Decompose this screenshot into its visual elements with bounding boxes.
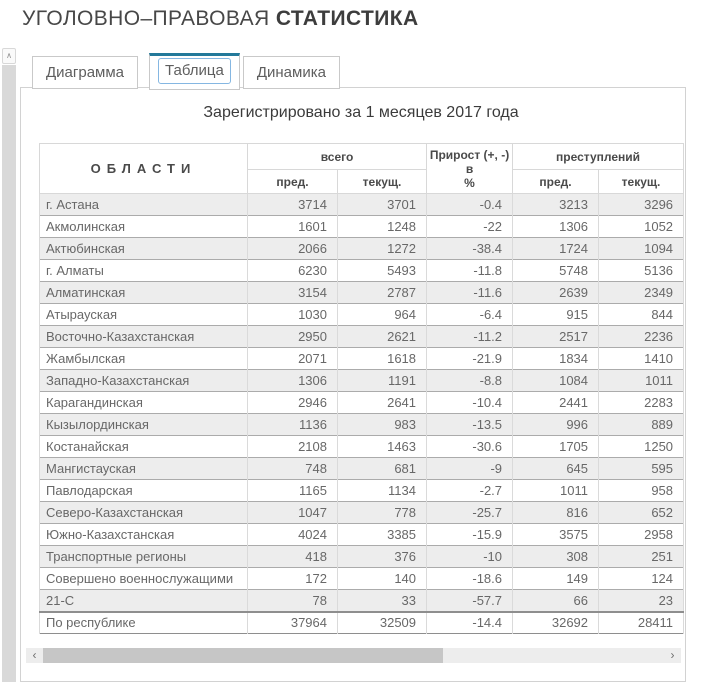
region-cell: Восточно-Казахстанская (40, 326, 248, 348)
region-cell: Жамбылская (40, 348, 248, 370)
growth-cell: -30.6 (427, 436, 513, 458)
crimes-prev-cell: 66 (513, 590, 599, 612)
region-cell: Южно-Казахстанская (40, 524, 248, 546)
crimes-curr-cell: 1250 (599, 436, 684, 458)
growth-cell: -14.4 (427, 612, 513, 634)
growth-header-line2: % (464, 175, 475, 190)
crimes-prev-cell: 2517 (513, 326, 599, 348)
total-curr-cell: 1191 (338, 370, 427, 392)
table-row (40, 216, 684, 238)
table-row (40, 524, 684, 546)
total-prev-cell: 1030 (248, 304, 338, 326)
region-cell: Транспортные регионы (40, 546, 248, 568)
total-prev-cell: 4024 (248, 524, 338, 546)
crimes-curr-cell: 3296 (599, 194, 684, 216)
crimes-curr-cell: 2349 (599, 282, 684, 304)
region-cell: 21-С (40, 590, 248, 612)
table-row (40, 414, 684, 436)
total-curr-cell: 33 (338, 590, 427, 612)
total-prev-cell: 37964 (248, 612, 338, 634)
chevron-up-icon: ∧ (6, 51, 12, 60)
table-row (40, 458, 684, 480)
total-prev-cell: 3154 (248, 282, 338, 304)
growth-cell: -8.8 (427, 370, 513, 392)
table-row (40, 260, 684, 282)
subheader-crimes-curr: текущ. (599, 170, 684, 194)
total-curr-cell: 1272 (338, 238, 427, 260)
growth-cell: -0.4 (427, 194, 513, 216)
growth-cell: -11.8 (427, 260, 513, 282)
column-header-growth (427, 144, 513, 194)
total-curr-cell: 32509 (338, 612, 427, 634)
growth-cell: -10 (427, 546, 513, 568)
growth-cell: -57.7 (427, 590, 513, 612)
crimes-curr-cell: 2958 (599, 524, 684, 546)
crimes-prev-cell: 2639 (513, 282, 599, 304)
region-cell: Атырауская (40, 304, 248, 326)
tab-table[interactable] (149, 53, 240, 90)
total-prev-cell: 1306 (248, 370, 338, 392)
crimes-prev-cell: 1011 (513, 480, 599, 502)
region-cell: Северо-Казахстанская (40, 502, 248, 524)
crimes-prev-cell: 1306 (513, 216, 599, 238)
column-group-crimes: преступлений (513, 144, 684, 170)
table-body (40, 194, 684, 634)
subheader-total-prev: пред. (248, 170, 338, 194)
crimes-prev-cell: 149 (513, 568, 599, 590)
total-prev-cell: 2950 (248, 326, 338, 348)
crimes-prev-cell: 308 (513, 546, 599, 568)
total-prev-cell: 3714 (248, 194, 338, 216)
crimes-curr-cell: 2236 (599, 326, 684, 348)
table-row (40, 238, 684, 260)
crimes-curr-cell: 1094 (599, 238, 684, 260)
tab-content-panel (20, 87, 686, 682)
crimes-prev-cell: 915 (513, 304, 599, 326)
tab-table-label: Таблица (158, 58, 231, 84)
crimes-curr-cell: 124 (599, 568, 684, 590)
table-row (40, 392, 684, 414)
table-row (40, 590, 684, 612)
table-row (40, 568, 684, 590)
growth-header-line1: Прирост (+, -) в (429, 147, 510, 176)
crimes-curr-cell: 958 (599, 480, 684, 502)
total-curr-cell: 5493 (338, 260, 427, 282)
crimes-prev-cell: 2441 (513, 392, 599, 414)
crimes-prev-cell: 32692 (513, 612, 599, 634)
page-title-regular: УГОЛОВНО–ПРАВОВАЯ (22, 7, 270, 30)
column-header-regions: ОБЛАСТИ (40, 144, 248, 194)
growth-cell: -11.2 (427, 326, 513, 348)
region-cell: Костанайская (40, 436, 248, 458)
total-prev-cell: 1165 (248, 480, 338, 502)
table-row (40, 326, 684, 348)
crimes-curr-cell: 889 (599, 414, 684, 436)
crimes-prev-cell: 3575 (513, 524, 599, 546)
table-row (40, 194, 684, 216)
region-cell: г. Астана (40, 194, 248, 216)
growth-cell: -2.7 (427, 480, 513, 502)
table-row (40, 480, 684, 502)
total-prev-cell: 2071 (248, 348, 338, 370)
total-prev-cell: 748 (248, 458, 338, 480)
region-cell: Павлодарская (40, 480, 248, 502)
page-title (22, 7, 419, 31)
total-prev-cell: 172 (248, 568, 338, 590)
crimes-curr-cell: 2283 (599, 392, 684, 414)
tab-dynamics[interactable] (243, 56, 340, 89)
crimes-prev-cell: 1705 (513, 436, 599, 458)
total-prev-cell: 1047 (248, 502, 338, 524)
crimes-curr-cell: 844 (599, 304, 684, 326)
scroll-up-button[interactable] (2, 48, 16, 64)
total-curr-cell: 1463 (338, 436, 427, 458)
growth-cell: -11.6 (427, 282, 513, 304)
tab-bar (32, 52, 340, 89)
crimes-curr-cell: 1011 (599, 370, 684, 392)
total-prev-cell: 1601 (248, 216, 338, 238)
total-prev-cell: 418 (248, 546, 338, 568)
tab-dynamics-label: Динамика (256, 64, 326, 81)
crimes-prev-cell: 645 (513, 458, 599, 480)
column-group-total: всего (248, 144, 427, 170)
growth-cell: -9 (427, 458, 513, 480)
crimes-curr-cell: 23 (599, 590, 684, 612)
chevron-right-icon: › (670, 648, 675, 662)
total-curr-cell: 983 (338, 414, 427, 436)
scroll-left-button[interactable] (26, 648, 43, 663)
total-curr-cell: 2641 (338, 392, 427, 414)
subheader-total-curr: текущ. (338, 170, 427, 194)
growth-cell: -25.7 (427, 502, 513, 524)
total-prev-cell: 6230 (248, 260, 338, 282)
chevron-left-icon: ‹ (32, 648, 37, 662)
table-row (40, 546, 684, 568)
total-prev-cell: 78 (248, 590, 338, 612)
table-row (40, 370, 684, 392)
total-curr-cell: 1618 (338, 348, 427, 370)
total-prev-cell: 2946 (248, 392, 338, 414)
region-cell: Алматинская (40, 282, 248, 304)
region-cell: г. Алматы (40, 260, 248, 282)
region-cell: Актюбинская (40, 238, 248, 260)
page-title-bold: СТАТИСТИКА (275, 7, 419, 30)
table-row (40, 502, 684, 524)
growth-cell: -15.9 (427, 524, 513, 546)
crimes-prev-cell: 1834 (513, 348, 599, 370)
crimes-prev-cell: 1084 (513, 370, 599, 392)
statistics-table (39, 143, 684, 634)
crimes-prev-cell: 996 (513, 414, 599, 436)
tab-diagram[interactable] (32, 56, 138, 89)
table-row (40, 348, 684, 370)
crimes-curr-cell: 1410 (599, 348, 684, 370)
table-caption: Зарегистрировано за 1 месяцев 2017 года (203, 104, 519, 121)
total-prev-cell: 2108 (248, 436, 338, 458)
region-cell: Акмолинская (40, 216, 248, 238)
region-cell: Совершено военнослужащими (40, 568, 248, 590)
total-curr-cell: 140 (338, 568, 427, 590)
total-curr-cell: 3701 (338, 194, 427, 216)
region-cell: Карагандинская (40, 392, 248, 414)
crimes-curr-cell: 251 (599, 546, 684, 568)
growth-cell: -22 (427, 216, 513, 238)
growth-cell: -6.4 (427, 304, 513, 326)
total-curr-cell: 964 (338, 304, 427, 326)
crimes-prev-cell: 3213 (513, 194, 599, 216)
growth-cell: -38.4 (427, 238, 513, 260)
table-header (40, 144, 684, 194)
table-row (40, 282, 684, 304)
total-curr-cell: 778 (338, 502, 427, 524)
subheader-crimes-prev: пред. (513, 170, 599, 194)
table-row (40, 436, 684, 458)
total-prev-cell: 1136 (248, 414, 338, 436)
vertical-scroll-thumb[interactable] (2, 65, 16, 682)
total-curr-cell: 3385 (338, 524, 427, 546)
growth-cell: -13.5 (427, 414, 513, 436)
horizontal-scroll-thumb[interactable] (43, 648, 443, 663)
region-cell: Кызылординская (40, 414, 248, 436)
growth-cell: -10.4 (427, 392, 513, 414)
total-curr-cell: 1248 (338, 216, 427, 238)
crimes-prev-cell: 1724 (513, 238, 599, 260)
total-curr-cell: 2621 (338, 326, 427, 348)
tab-diagram-label: Диаграмма (46, 64, 125, 81)
crimes-curr-cell: 652 (599, 502, 684, 524)
total-prev-cell: 2066 (248, 238, 338, 260)
region-cell: Западно-Казахстанская (40, 370, 248, 392)
crimes-curr-cell: 595 (599, 458, 684, 480)
crimes-prev-cell: 5748 (513, 260, 599, 282)
vertical-scrollbar[interactable] (2, 48, 16, 682)
table-row (40, 612, 684, 634)
crimes-curr-cell: 5136 (599, 260, 684, 282)
crimes-curr-cell: 1052 (599, 216, 684, 238)
total-curr-cell: 681 (338, 458, 427, 480)
total-curr-cell: 1134 (338, 480, 427, 502)
total-curr-cell: 376 (338, 546, 427, 568)
crimes-prev-cell: 816 (513, 502, 599, 524)
growth-cell: -18.6 (427, 568, 513, 590)
region-cell: Мангистауская (40, 458, 248, 480)
horizontal-scrollbar[interactable] (26, 648, 681, 663)
region-cell: По республике (40, 612, 248, 634)
table-row (40, 304, 684, 326)
growth-cell: -21.9 (427, 348, 513, 370)
total-curr-cell: 2787 (338, 282, 427, 304)
scroll-right-button[interactable] (664, 648, 681, 663)
crimes-curr-cell: 28411 (599, 612, 684, 634)
